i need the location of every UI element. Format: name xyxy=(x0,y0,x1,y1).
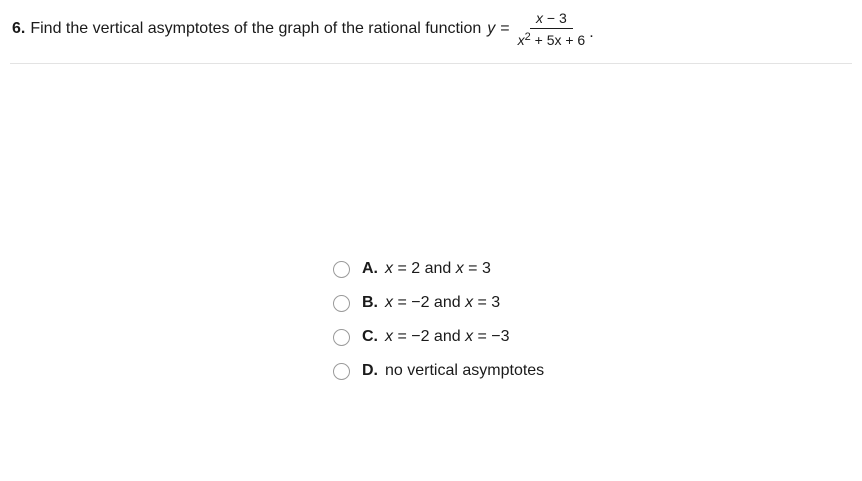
question-prompt xyxy=(12,8,594,50)
choice-c-text xyxy=(385,328,510,346)
choice-a[interactable] xyxy=(333,252,544,286)
choice-d-text: no vertical asymptotes xyxy=(385,362,545,379)
question-divider xyxy=(10,63,852,64)
choice-letter: B. xyxy=(362,294,378,311)
fraction-denominator xyxy=(516,29,588,47)
choice-c-radio[interactable] xyxy=(333,329,350,346)
answer-choices xyxy=(333,252,544,388)
choice-d-radio[interactable] xyxy=(333,363,350,380)
function-variable-y: y xyxy=(487,20,496,37)
choice-variable: x xyxy=(465,328,474,345)
choice-d[interactable] xyxy=(333,354,544,388)
choice-b[interactable] xyxy=(333,286,544,320)
choice-c[interactable] xyxy=(333,320,544,354)
fraction-numerator xyxy=(530,11,573,29)
numerator-variable: x xyxy=(536,10,544,26)
denominator-exponent: 2 xyxy=(524,31,531,43)
choice-a-text xyxy=(385,260,491,278)
numerator-constant: − 3 xyxy=(543,10,567,26)
denominator-variable: x xyxy=(517,32,525,48)
choice-variable: x xyxy=(385,260,393,277)
choice-variable: x xyxy=(385,294,393,311)
choice-text-part: = 3 xyxy=(463,260,491,277)
choice-text-part: = −3 xyxy=(473,328,510,345)
choice-variable: x xyxy=(465,294,474,311)
choice-b-radio[interactable] xyxy=(333,295,350,312)
choice-letter: A. xyxy=(362,260,378,277)
sentence-period: . xyxy=(589,24,594,41)
choice-letter: C. xyxy=(362,328,378,345)
choice-text-part: = 2 and xyxy=(393,260,456,277)
question-text: Find the vertical asymptotes of the graph of the rational function xyxy=(30,20,482,37)
denominator-terms: + 5x + 6 xyxy=(530,32,586,48)
choice-text-part: = −2 and xyxy=(393,328,466,345)
choice-b-text xyxy=(385,294,500,312)
choice-text-part: = −2 and xyxy=(393,294,466,311)
choice-variable: x xyxy=(385,328,393,345)
choice-text-part: = 3 xyxy=(473,294,501,311)
rational-function-fraction xyxy=(516,11,588,47)
choice-variable: x xyxy=(455,260,464,277)
choice-letter: D. xyxy=(362,362,378,379)
choice-a-radio[interactable] xyxy=(333,261,350,278)
question-number: 6. xyxy=(12,20,26,37)
equals-sign: = xyxy=(500,20,510,37)
